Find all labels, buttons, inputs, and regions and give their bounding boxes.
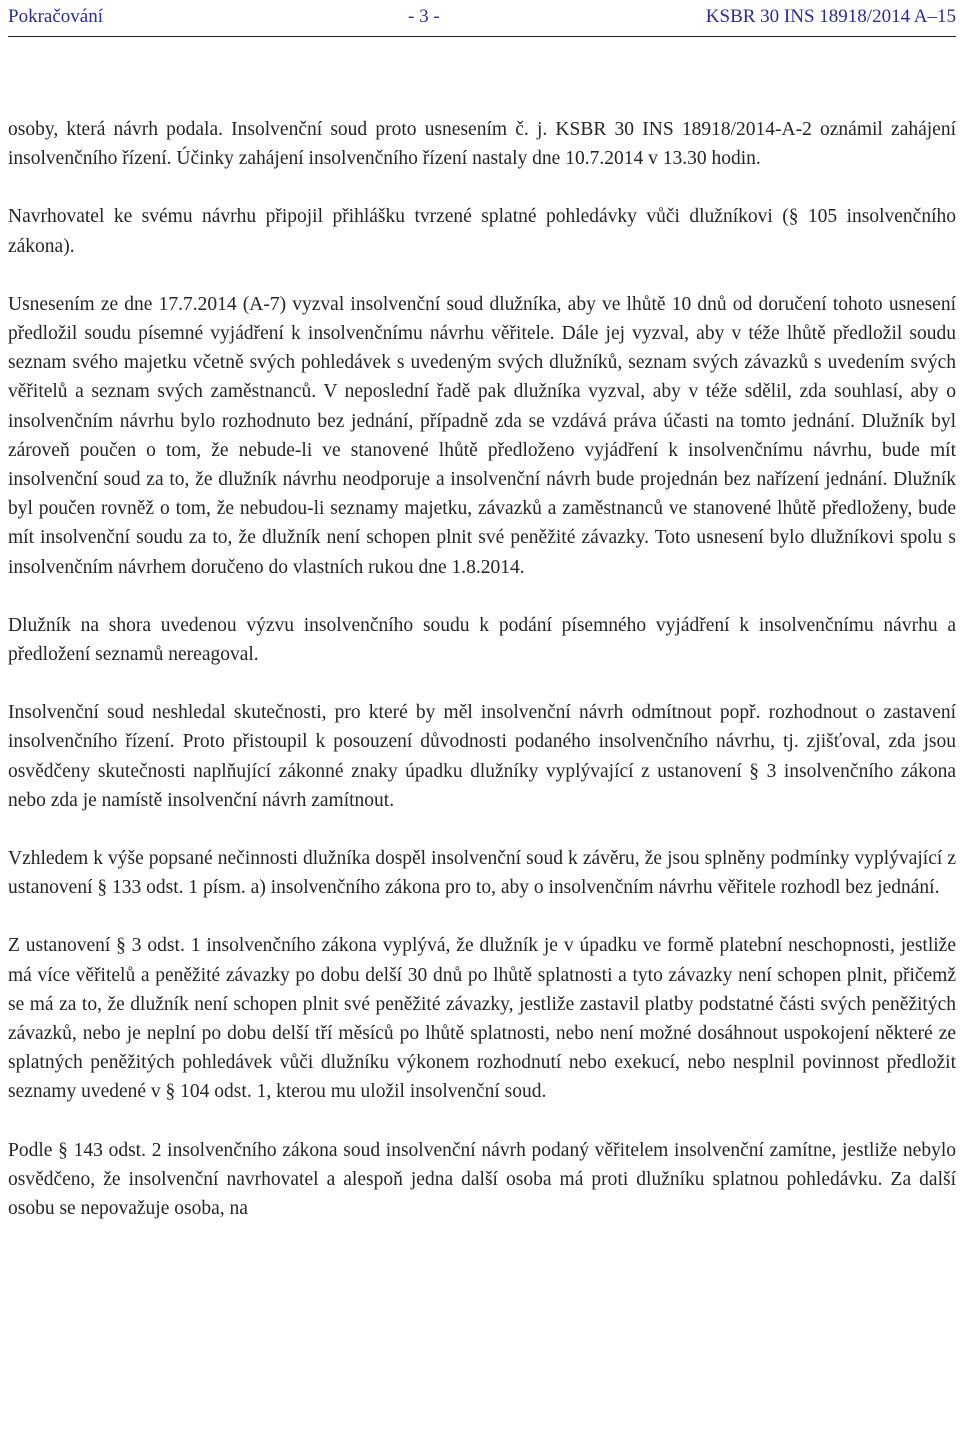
paragraph-1: osoby, která návrh podala. Insolvenční soud proto usnesením č. j. KSBR 30 INS 18918/2014-A-2 oznámil zahájení insolvenčního řízení. Účinky zahájení insolvenčního řízení nastaly dne 10.7.2014 v 13.30 hodin. <box>8 119 956 170</box>
header-continuation: Pokračování <box>8 6 103 27</box>
paragraph-7: Z ustanovení § 3 odst. 1 insolvenčního zákona vyplývá, že dlužník je v úpadku ve formě platební neschopnosti, jestliže má více věřitelů a peněžité závazky po dobu delší 30 dnů po lhůtě splatnosti a tyto závazky není schopen plnit, přičemž se má za to, že dlužník není schopen plnit své peněžité závazky, jestliže zastavil platby podstatné části svých peněžitých závazků, nebo je neplní po dobu delší tří měsíců po lhůtě splatnosti, nebo není možné dosáhnout uspokojení některé ze splatných peněžitých pohledávek vůči dlužníku výkonem rozhodnutí nebo exekucí, nebo nesplnil povinnost předložit seznamy uvedené v § 104 odst. 1, kterou mu uložil insolvenční soud. <box>8 935 956 1103</box>
paragraph-2: Navrhovatel ke svému návrhu připojil přihlášku tvrzené splatné pohledávky vůči dlužníkovi (§ 105 insolvenčního zákona). <box>8 206 956 257</box>
document-body <box>8 115 956 1223</box>
document-page <box>8 0 956 1223</box>
page-header <box>8 0 956 37</box>
paragraph-6: Vzhledem k výše popsané nečinnosti dlužníka dospěl insolvenční soud k závěru, že jsou splněny podmínky vyplývající z ustanovení § 133 odst. 1 písm. a) insolvenčního zákona pro to, aby o insolvenčním návrhu věřitele rozhodl bez jednání. <box>8 848 956 899</box>
header-case-number: KSBR 30 INS 18918/2014 A–15 <box>705 6 956 27</box>
header-page-number: - 3 - <box>408 6 440 27</box>
paragraph-4: Dlužník na shora uvedenou výzvu insolvenčního soudu k podání písemného vyjádření k insolvenčnímu návrhu a předložení seznamů nereagoval. <box>8 614 956 666</box>
paragraph-3: Usnesením ze dne 17.7.2014 (A-7) vyzval insolvenční soud dlužníka, aby ve lhůtě 10 dnů od doručení tohoto usnesení předložil soudu písemné vyjádření k insolvenčnímu návrhu věřitele. Dále jej vyzval, aby v téže lhůtě předložil soudu seznam svého majetku včetně svých pohledávek s uvedeným svých dlužníků, seznam svých závazků s uvedením svých věřitelů a seznam svých zaměstnanců. V neposlední řadě pak dlužníka vyzval, aby v téže sdělil, zda souhlasí, aby o insolvenčním návrhu bylo rozhodnuto bez jednání, případně zda se vzdává práva účasti na tomto jednání. Dlužník byl zároveň poučen o tom, že nebude-li ve stanovené lhůtě předloženo vyjádření k insolvenčnímu návrhu, bude mít insolvenční soud za to, že dlužník návrhu neodporuje a insolvenční návrh bude projednán bez nařízení jednání. Dlužník byl poučen rovněž o tom, že nebudou-li seznamy majetku, závazků a zaměstnanců ve stanovené lhůtě předloženy, bude mít insolvenční soudu za to, že dlužník není schopen plnit své peněžité závazky. Toto usnesení bylo dlužníkovi spolu s insolvenčním návrhem doručeno do vlastních rukou dne 1.8.2014. <box>8 293 956 578</box>
paragraph-5: Insolvenční soud neshledal skutečnosti, pro které by měl insolvenční návrh odmítnout popř. rozhodnout o zastavení insolvenčního řízení. Proto přistoupil k posouzení důvodnosti podaného insolvenčního návrhu, tj. zjišťoval, zda jsou osvědčeny skutečnosti naplňující zákonné znaky úpadku dlužníky vyplývající z ustanovení § 3 insolvenčního zákona nebo zda je namístě insolvenční návrh zamítnout. <box>8 702 956 811</box>
paragraph-8: Podle § 143 odst. 2 insolvenčního zákona soud insolvenční návrh podaný věřitelem insolvenční zamítne, jestliže nebylo osvědčeno, že insolvenční navrhovatel a alespoň jedna další osoba má proti dlužníku splatnou pohledávku. Za další osobu se nepovažuje osoba, na <box>8 1139 956 1220</box>
